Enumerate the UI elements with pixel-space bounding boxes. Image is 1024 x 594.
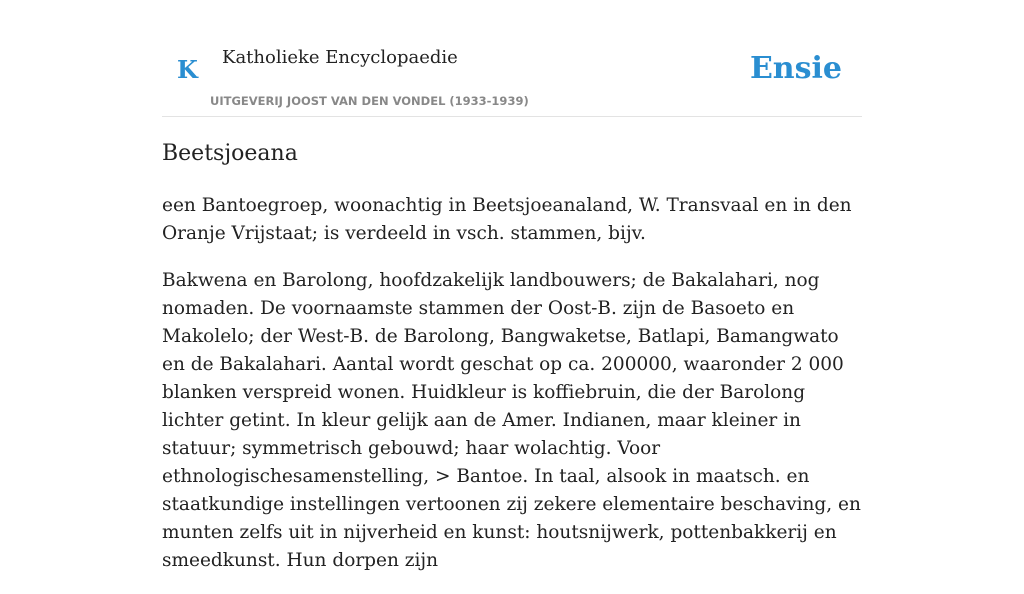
entry-content bbox=[162, 192, 862, 594]
ensie-logo-link[interactable]: Ensie bbox=[749, 51, 842, 86]
page bbox=[162, 0, 862, 571]
entry-paragraph-2: Bakwena en Barolong, hoofdzakelijk landbouwers; de Bakalahari, nog nomaden. De voornaamste stammen der Oost-B. zijn de Basoeto en Makolelo; der West-B. de Barolong, Bangwaketse, Batlapi, Bamangwato en de Bakalahari. Aantal wordt geschat op ca. 200000, waaronder 2 000 blanken verspreid wonen. Huidkleur is koffiebruin, die der Barolong lichter getint. In kleur gelijk aan de Amer. Indianen, maar kleiner in statuur; symmetrisch gebouwd; haar wolachtig. Voor ethnologischesamenstelling, > Bantoe. In taal, alsook in maatsch. en staatkundige instellingen vertoonen zij zekere elementaire beschaving, en munten zelfs uit in nijverheid en kunst: houtsnijwerk, pottenbakkerij en smeedkunst. Hun dorpen zijn bbox=[162, 270, 861, 571]
site-title-link[interactable]: Katholieke Encyclopaedie bbox=[222, 47, 458, 68]
entry-title: Beetsjoeana bbox=[162, 141, 298, 166]
logo-k-icon[interactable]: K bbox=[177, 55, 198, 84]
publisher-label: UITGEVERIJ JOOST VAN DEN VONDEL (1933-1939) bbox=[210, 94, 529, 108]
site-header bbox=[162, 0, 862, 117]
entry-paragraph-1: een Bantoegroep, woonachtig in Beetsjoeanaland, W. Transvaal en in den Oranje Vrijstaat; is verdeeld in vsch. stammen, bijv. bbox=[162, 195, 852, 244]
